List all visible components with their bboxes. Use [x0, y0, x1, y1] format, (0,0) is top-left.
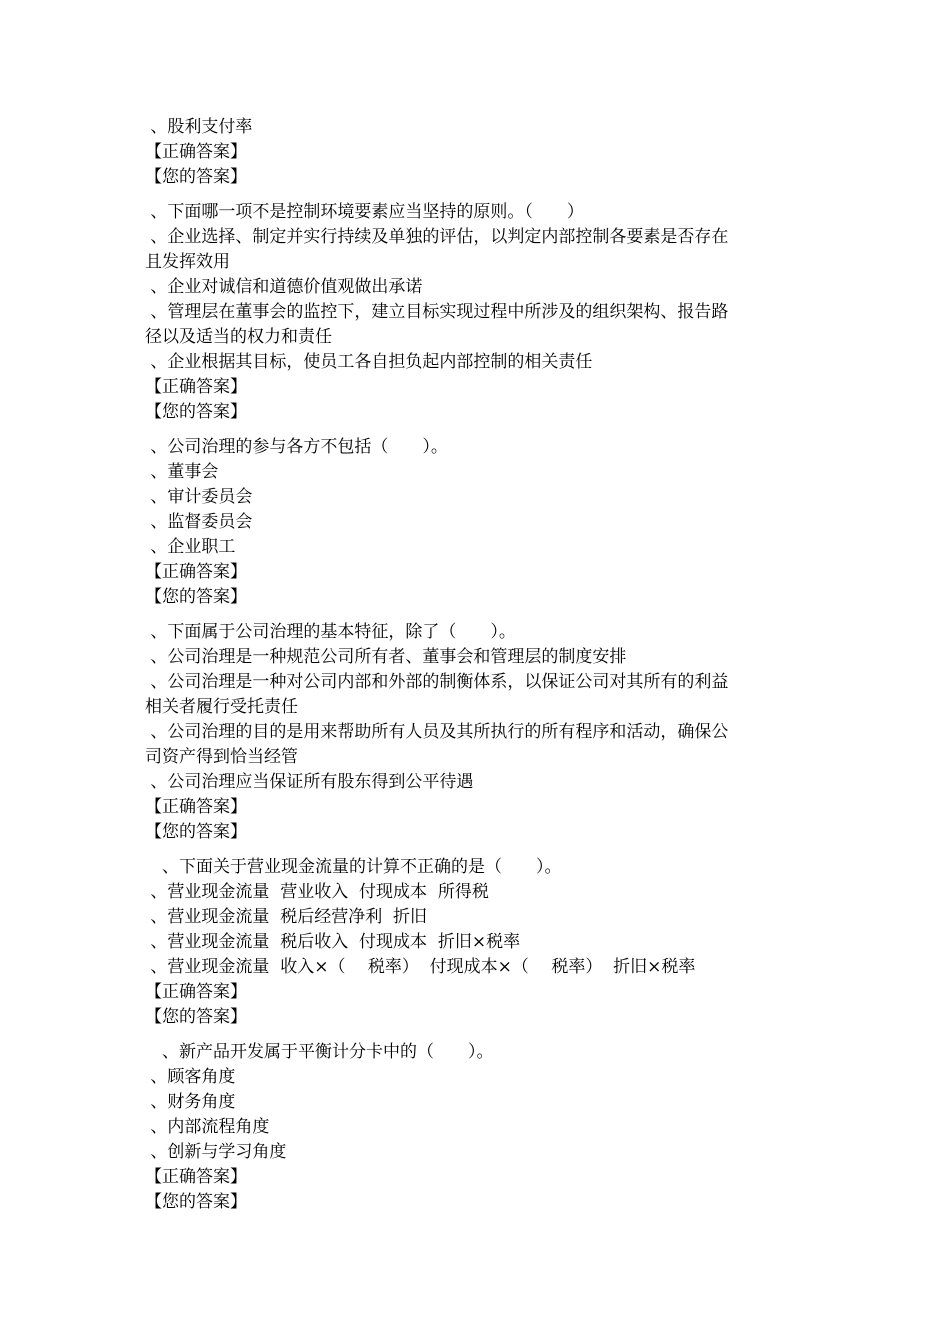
option-line-continued: 司资产得到恰当经管	[145, 747, 298, 767]
option-line: 、营业现金流量 营业收入 付现成本 所得税	[145, 882, 489, 902]
question-block	[145, 435, 810, 610]
option-line: 、公司治理应当保证所有股东得到公平待遇	[145, 772, 474, 792]
question-stem: 、新产品开发属于平衡计分卡中的（ ）。	[145, 1042, 494, 1062]
document-page	[145, 115, 810, 1215]
correct-answer-label: 【正确答案】	[145, 142, 247, 162]
option-line: 、监督委员会	[145, 512, 253, 532]
option-line: 、公司治理是一种规范公司所有者、董事会和管理层的制度安排	[145, 647, 627, 667]
correct-answer-label: 【正确答案】	[145, 982, 247, 1002]
option-line: 、企业根据其目标，使员工各自担负起内部控制的相关责任	[145, 352, 593, 372]
question-block	[145, 620, 810, 845]
question-block	[145, 1040, 810, 1215]
question-block	[145, 200, 810, 425]
option-line-continued: 径以及适当的权力和责任	[145, 327, 332, 347]
option-line: 、顾客角度	[145, 1067, 236, 1087]
option-line: 、企业对诚信和道德价值观做出承诺	[145, 277, 423, 297]
option-line: 、营业现金流量 税后经营净利 折旧	[145, 907, 428, 927]
option-line: 、创新与学习角度	[145, 1142, 287, 1162]
option-line-continued: 相关者履行受托责任	[145, 697, 298, 717]
your-answer-label: 【您的答案】	[145, 587, 247, 607]
option-line: 、营业现金流量 收入×（ 税率） 付现成本×（ 税率） 折旧×税率	[145, 957, 696, 977]
option-line: 、审计委员会	[145, 487, 253, 507]
option-line: 、股利支付率	[145, 117, 253, 137]
option-line: 、董事会	[145, 462, 219, 482]
correct-answer-label: 【正确答案】	[145, 1167, 247, 1187]
question-stem: 、下面属于公司治理的基本特征，除了（ ）。	[145, 622, 516, 642]
question-block	[145, 855, 810, 1030]
option-line: 、企业职工	[145, 537, 236, 557]
question-stem: 、公司治理的参与各方不包括（ ）。	[145, 437, 448, 457]
option-line: 、内部流程角度	[145, 1117, 270, 1137]
option-line-continued: 且发挥效用	[145, 252, 230, 272]
your-answer-label: 【您的答案】	[145, 1192, 247, 1212]
option-line: 、企业选择、制定并实行持续及单独的评估，以判定内部控制各要素是否存在	[145, 227, 729, 247]
your-answer-label: 【您的答案】	[145, 822, 247, 842]
option-line: 、管理层在董事会的监控下，建立目标实现过程中所涉及的组织架构、报告路	[145, 302, 729, 322]
question-block	[145, 115, 810, 190]
option-line: 、公司治理的目的是用来帮助所有人员及其所执行的所有程序和活动，确保公	[145, 722, 729, 742]
correct-answer-label: 【正确答案】	[145, 797, 247, 817]
option-line: 、营业现金流量 税后收入 付现成本 折旧×税率	[145, 932, 521, 952]
correct-answer-label: 【正确答案】	[145, 377, 247, 397]
option-line: 、公司治理是一种对公司内部和外部的制衡体系，以保证公司对其所有的利益	[145, 672, 729, 692]
your-answer-label: 【您的答案】	[145, 1007, 247, 1027]
question-stem: 、下面哪一项不是控制环境要素应当坚持的原则。（ ）	[145, 202, 584, 222]
question-stem: 、下面关于营业现金流量的计算不正确的是（ ）。	[145, 857, 562, 877]
option-line: 、财务角度	[145, 1092, 236, 1112]
your-answer-label: 【您的答案】	[145, 402, 247, 422]
correct-answer-label: 【正确答案】	[145, 562, 247, 582]
your-answer-label: 【您的答案】	[145, 167, 247, 187]
